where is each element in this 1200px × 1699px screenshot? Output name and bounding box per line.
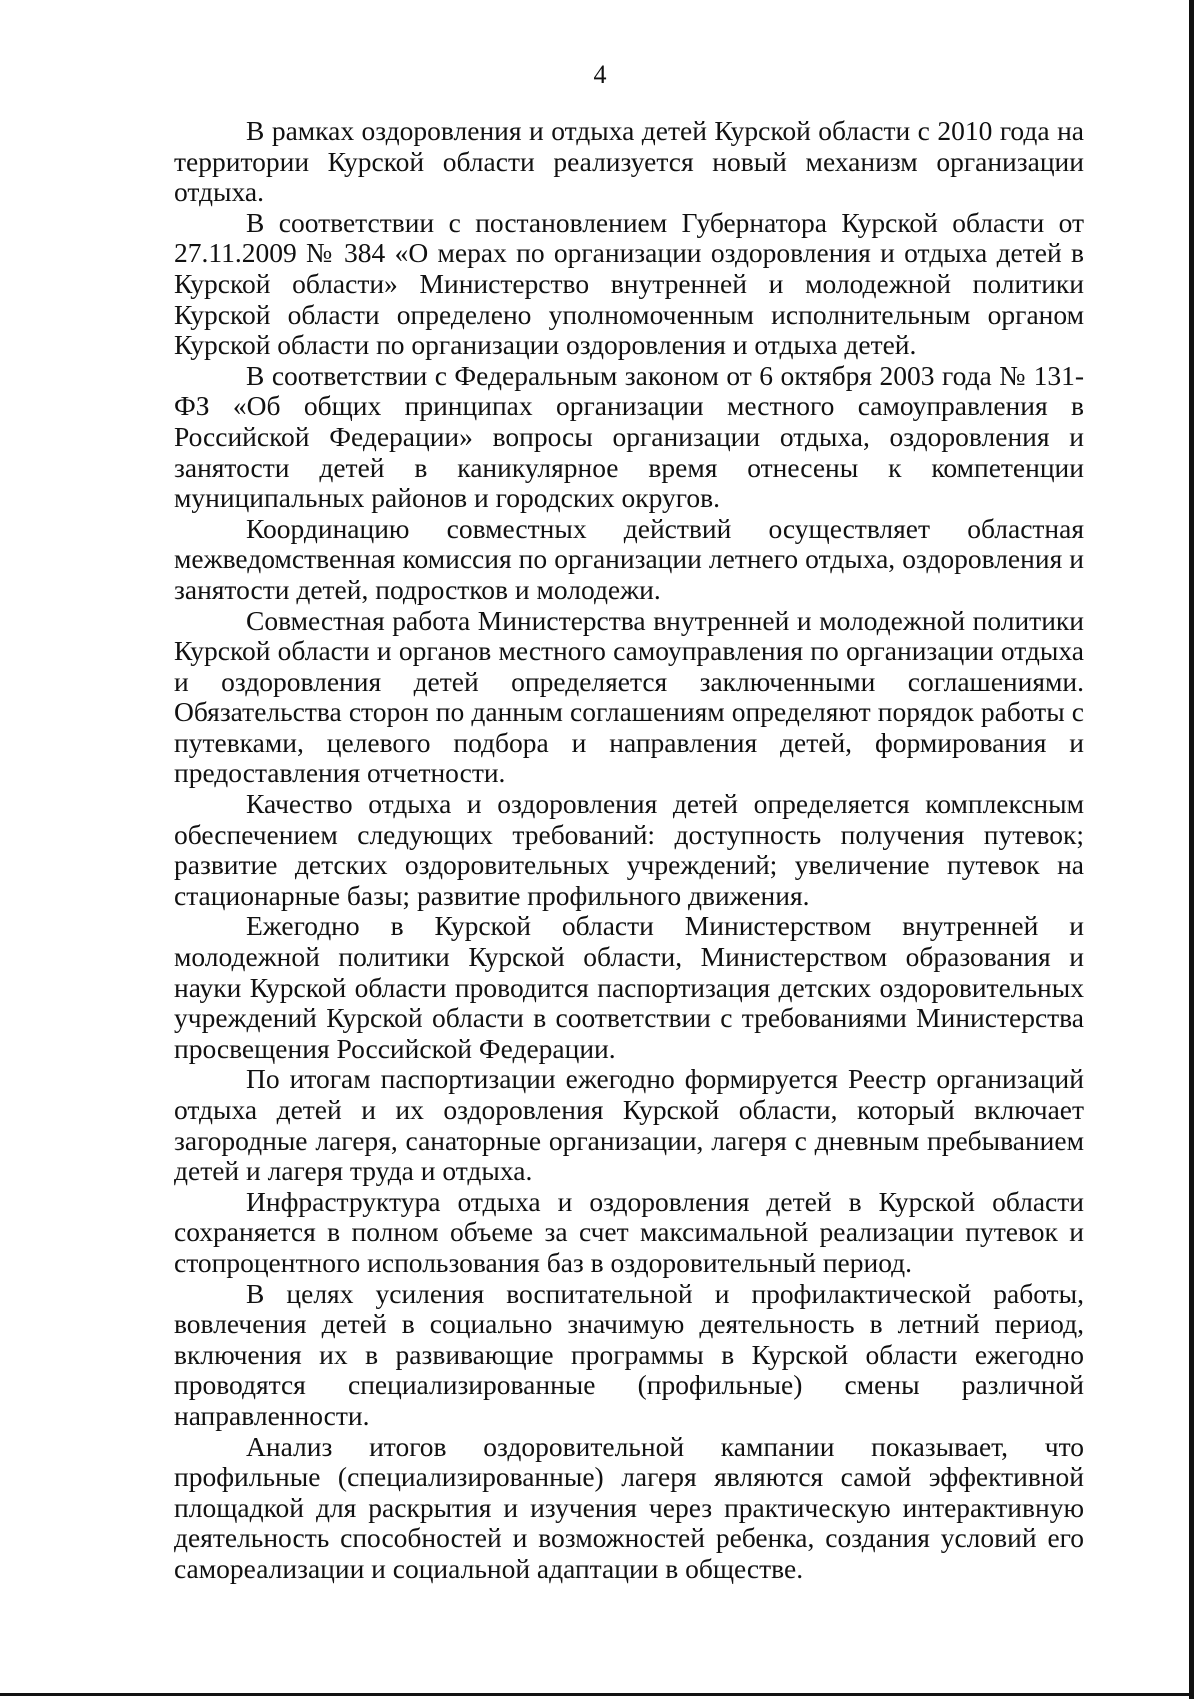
paragraph-10: В целях усиления воспитательной и профилактической работы, вовлечения детей в социально значимую деятельность в летний период, включения их в развивающие программы в Курской области ежегодно проводятся специализированные (профильные) смены различной направленности. [174, 1277, 1084, 1431]
paragraph-1: В рамках оздоровления и отдыха детей Курской области с 2010 года на территории Курской области реализуется новый механизм организации отдыха. [174, 115, 1084, 208]
paragraph-9: Инфраструктура отдыха и оздоровления детей в Курской области сохраняется в полном объеме за счет максимальной реализации путевок и стопроцентного использования баз в оздоровительный период. [174, 1185, 1084, 1278]
scan-edge-bottom [0, 1693, 1194, 1696]
paragraph-6: Качество отдыха и оздоровления детей определяется комплексным обеспечением следующих требований: доступность получения путевок; развитие детских оздоровительных учреждений; увеличение путевок на стационарные базы; развитие профильного движения. [174, 788, 1084, 911]
paragraph-11: Анализ итогов оздоровительной кампании показывает, что профильные (специализированные) лагеря являются самой эффективной площадкой для раскрытия и изучения через практическую интерактивную деятельность способностей и возможностей ребенка, создания условий его самореализации и социальной адаптации в обществе. [174, 1430, 1084, 1584]
paragraph-4: Координацию совместных действий осуществляет областная межведомственная комиссия по организации летнего отдыха, оздоровления и занятости детей, подростков и молодежи. [174, 512, 1084, 605]
paragraph-8: По итогам паспортизации ежегодно формируется Реестр организаций отдыха детей и их оздоровления Курской области, который включает загородные лагеря, санаторные организации, лагеря с дневным пребыванием детей и лагеря труда и отдыха. [174, 1063, 1084, 1187]
paragraph-7: Ежегодно в Курской области Министерством внутренней и молодежной политики Курской области, Министерством образования и науки Курской области проводится паспортизация детских оздоровительных учреждений Курской области в соответствии с требованиями Министерства просвещения Российской Федерации. [174, 910, 1084, 1064]
scan-edge-right [1189, 0, 1194, 1699]
paragraph-3: В соответствии с Федеральным законом от 6 октября 2003 года № 131-ФЗ «Об общих принципах организации местного самоуправления в Российской Федерации» вопросы организации отдыха, оздоровления и занятости детей в каникулярное время отнесены к компетенции муниципальных районов и городских округов. [174, 359, 1084, 514]
document-body [174, 116, 1084, 1585]
paragraph-2: В соответствии с постановлением Губернатора Курской области от 27.11.2009 № 384 «О мерах по организации оздоровления и отдыха детей в Курской области» Министерство внутренней и молодежной политики Курской области определено уполномоченным исполнительным органом Курской области по организации оздоровления и отдыха детей. [174, 206, 1084, 361]
page-number: 4 [593, 60, 607, 89]
paragraph-5: Совместная работа Министерства внутренней и молодежной политики Курской области и органов местного самоуправления по организации отдыха и оздоровления детей определяется заключенными соглашениями. Обязательства сторон по данным соглашениям определяют порядок работы с путевками, целевого подбора и направления детей, формирования и предоставления отчетности. [174, 604, 1084, 789]
